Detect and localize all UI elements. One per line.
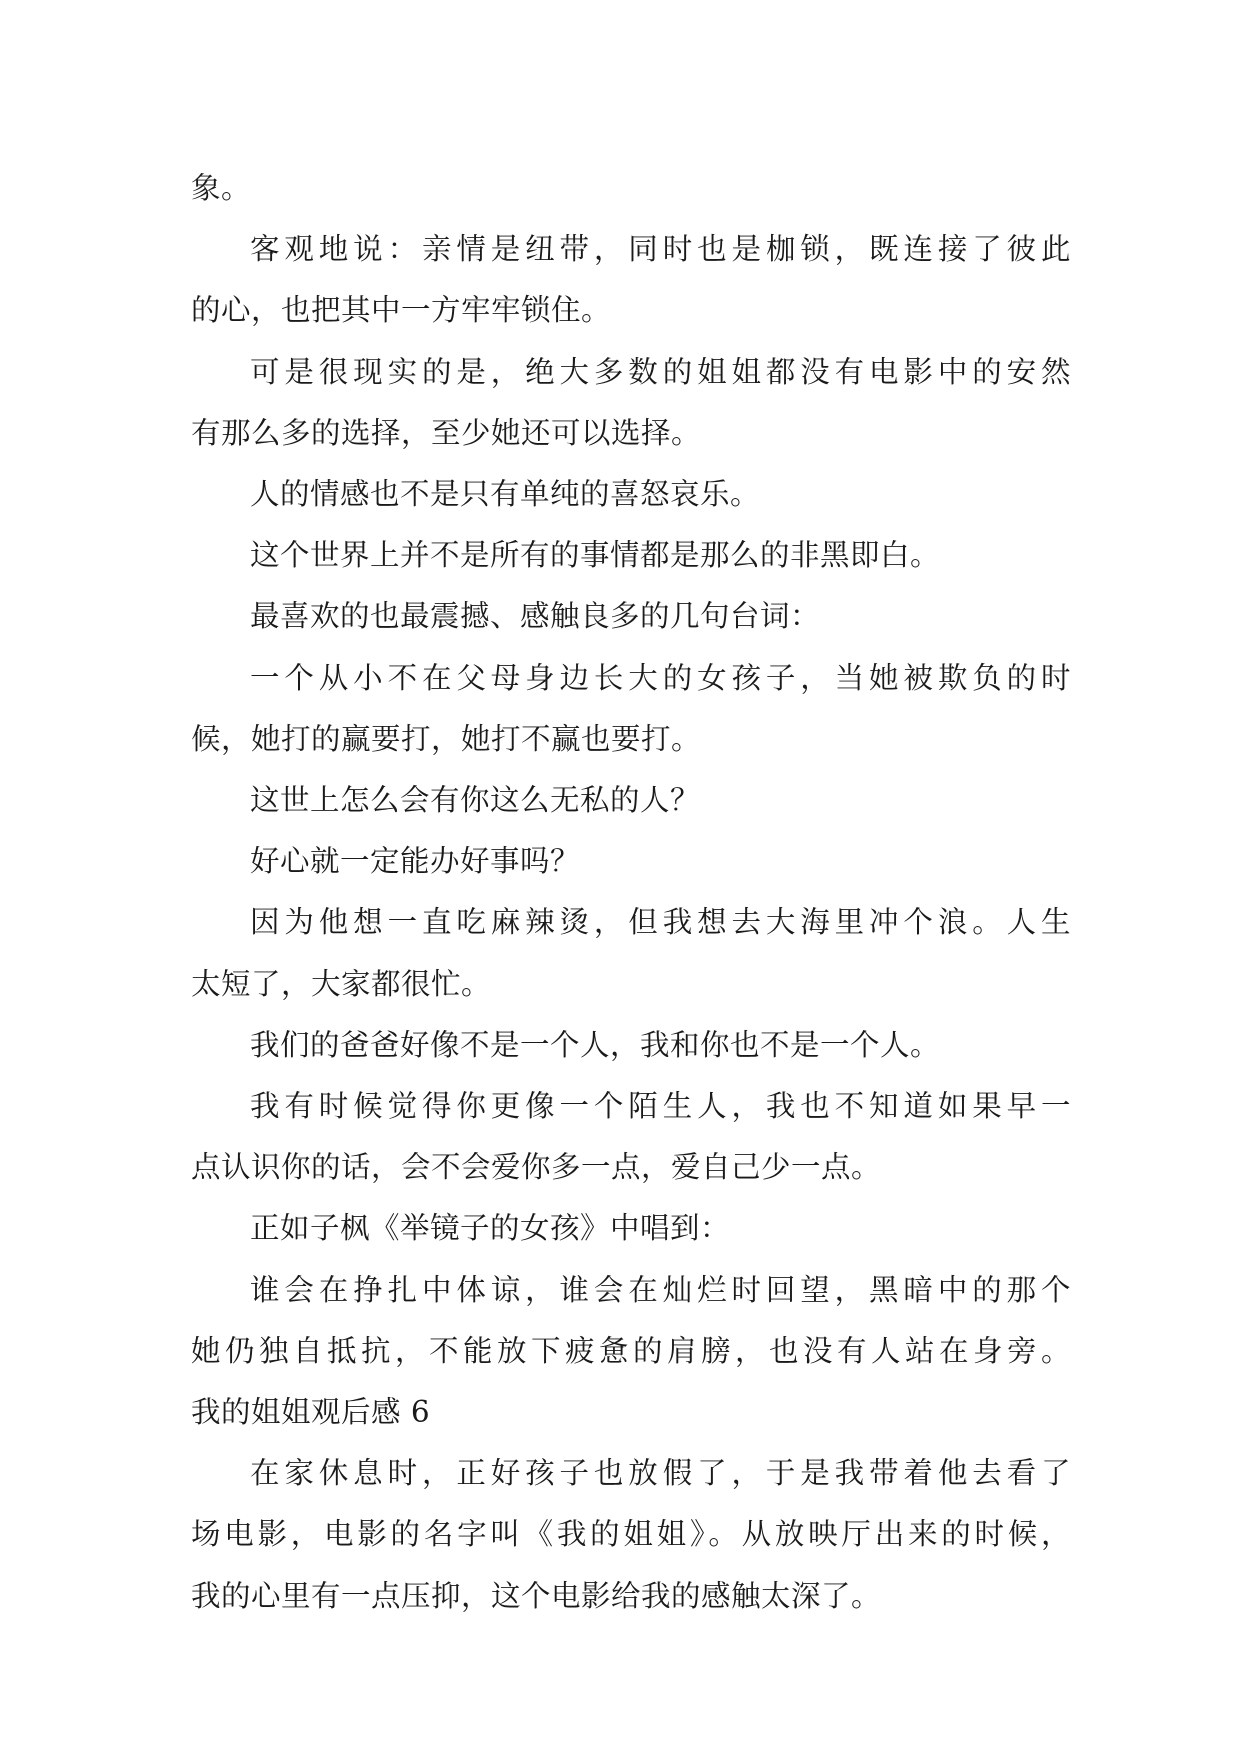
text-line: 一个从小不在父母身边长大的女孩子，当她被欺负的时: [250, 660, 1071, 695]
paragraph: [191, 1443, 1071, 1627]
document-page: [191, 158, 1071, 1627]
paragraph: [191, 892, 1071, 1014]
text-line: 好心就一定能办好事吗？: [250, 844, 581, 879]
text-line: 候，她打的赢要打，她打不赢也要打。: [191, 721, 702, 756]
paragraph: [191, 648, 1071, 770]
text-line: 的心，也把其中一方牢牢锁住。: [191, 293, 612, 328]
paragraph: [191, 464, 1071, 525]
paragraph: [191, 831, 1071, 892]
paragraph: [191, 586, 1071, 647]
text-line: 象。: [191, 171, 252, 205]
text-line: 因为他想一直吃麻辣烫，但我想去大海里冲个浪。人生: [250, 905, 1071, 940]
paragraph: [191, 525, 1071, 586]
text-line: 最喜欢的也最震撼、感触良多的几句台词：: [250, 599, 821, 634]
text-line: 有那么多的选择，至少她还可以选择。: [191, 415, 702, 450]
text-line: 太短了，大家都很忙。: [191, 966, 492, 1001]
paragraph: [191, 1260, 1071, 1382]
text-line: 我的心里有一点压抑，这个电影给我的感触太深了。: [191, 1578, 882, 1613]
text-line: 场电影，电影的名字叫《我的姐姐》。从放映厅出来的时候，: [191, 1517, 1071, 1552]
text-line: 我们的爸爸好像不是一个人，我和你也不是一个人。: [250, 1027, 941, 1062]
text-line: 这世上怎么会有你这么无私的人？: [250, 783, 701, 818]
text-line: 我有时候觉得你更像一个陌生人，我也不知道如果早一: [250, 1089, 1071, 1124]
paragraph: [191, 1076, 1071, 1198]
text-line: 正如子枫《举镜子的女孩》中唱到：: [250, 1211, 731, 1246]
text-line: 客观地说：亲情是纽带，同时也是枷锁，既连接了彼此: [250, 232, 1071, 267]
paragraph: [191, 1198, 1071, 1259]
paragraph: [191, 342, 1071, 464]
paragraph: [191, 158, 1071, 219]
document-body: [191, 158, 1071, 1627]
text-line: 这个世界上并不是所有的事情都是那么的非黑即白。: [250, 538, 941, 573]
text-line: 可是很现实的是，绝大多数的姐姐都没有电影中的安然: [250, 354, 1071, 389]
paragraph: [191, 770, 1071, 831]
text-line: 在家休息时，正好孩子也放假了，于是我带着他去看了: [250, 1456, 1071, 1491]
section-title: 我的姐姐观后感 6: [191, 1395, 431, 1430]
paragraph: [191, 219, 1071, 341]
text-line: 谁会在挣扎中体谅，谁会在灿烂时回望，黑暗中的那个: [250, 1272, 1071, 1307]
text-line: 她仍独自抵抗，不能放下疲惫的肩膀，也没有人站在身旁。: [191, 1333, 1071, 1368]
text-line: 点认识你的话，会不会爱你多一点，爱自己少一点。: [191, 1150, 882, 1185]
text-line: 人的情感也不是只有单纯的喜怒哀乐。: [250, 477, 761, 512]
paragraph: [191, 1015, 1071, 1076]
